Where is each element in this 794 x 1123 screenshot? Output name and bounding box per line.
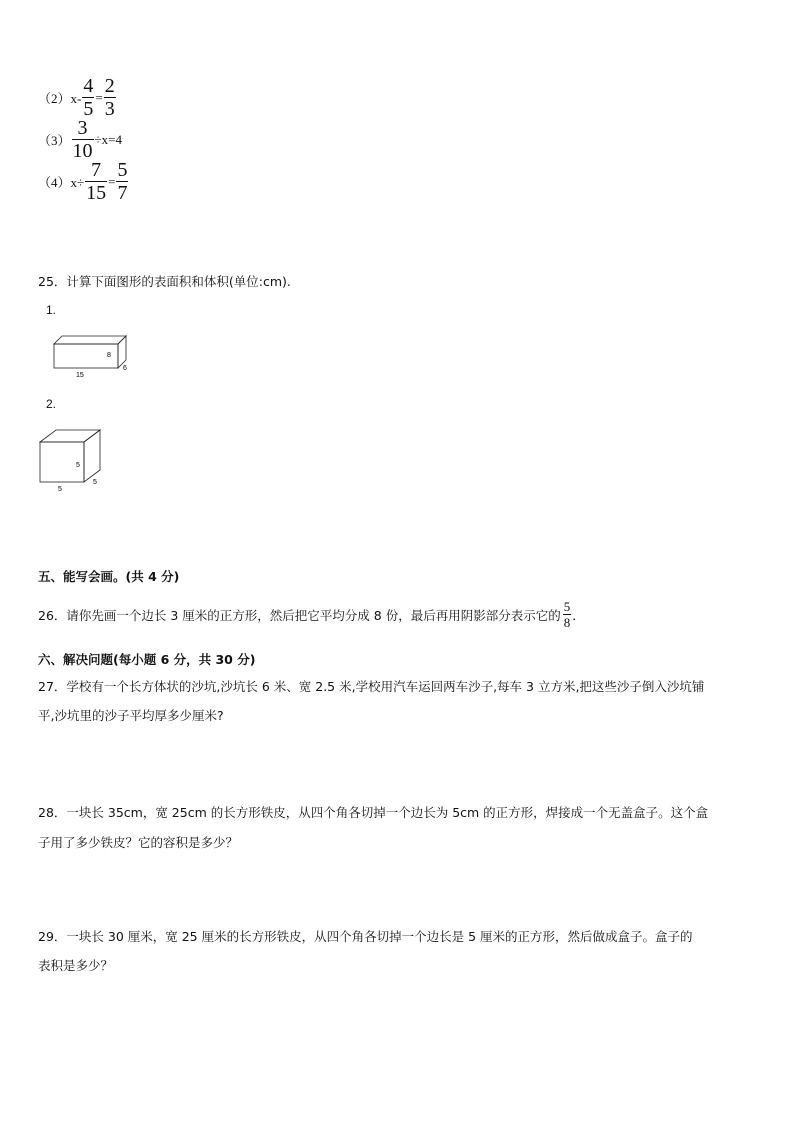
- equation-3: [38, 118, 122, 161]
- equation-4-fraction-2: [116, 160, 128, 203]
- figure-1-label: 1.: [46, 303, 57, 317]
- numerator: 5: [117, 159, 128, 181]
- equation-4: [38, 160, 129, 203]
- cuboid-figure: [50, 332, 140, 380]
- equation-4-fraction-1: [85, 160, 107, 203]
- equation-2: [38, 76, 117, 119]
- denominator: 3: [104, 98, 115, 120]
- equals-sign: =: [108, 173, 116, 189]
- cuboid-height-label: 8: [107, 352, 111, 359]
- section-5-title: 五、能写会画。(共 4 分): [38, 569, 180, 584]
- equation-2-fraction-1: [82, 76, 94, 119]
- equation-3-fraction: [72, 118, 94, 161]
- question-28-line-2: 子用了多少铁皮？它的容积是多少？: [38, 835, 239, 850]
- question-25-text: 25．计算下面图形的表面积和体积(单位:cm).: [38, 274, 291, 289]
- denominator: 15: [86, 182, 107, 204]
- equation-2-fraction-2: [104, 76, 116, 119]
- question-27-line-1: 27．学校有一个长方体状的沙坑,沙坑长 6 米、宽 2.5 米,学校用汽车运回两车沙子,每车 3 立方米,把这些沙子倒入沙坑铺: [38, 679, 705, 694]
- question-26: [38, 600, 585, 629]
- numerator: 2: [104, 75, 115, 97]
- cube-edge-label-c: 5: [93, 479, 97, 486]
- cube-figure: [36, 428, 106, 494]
- question-27-line-2: 平,沙坑里的沙子平均厚多少厘米?: [38, 708, 224, 723]
- denominator: 5: [83, 98, 94, 120]
- cuboid-length-label: 15: [76, 372, 84, 379]
- section-6-title: 六、解决问题(每小题 6 分，共 30 分): [38, 652, 256, 667]
- equation-3-suffix: ÷x=4: [94, 131, 122, 147]
- question-29-line-1: 29．一块长 30 厘米，宽 25 厘米的长方形铁皮，从四个角各切掉一个边长是 5 厘米的正方形，然后做成盒子。盒子的: [38, 929, 693, 944]
- numerator: 7: [91, 159, 102, 181]
- equation-2-prefix: （2）x-: [38, 91, 82, 106]
- denominator: 8: [563, 615, 571, 630]
- question-26-text: 26．请你先画一个边长 3 厘米的正方形，然后把它平均分成 8 份，最后再用阴影部分表示它的: [38, 607, 561, 623]
- question-26-end: ．: [572, 607, 585, 623]
- question-29-line-2: 表积是多少？: [38, 958, 114, 973]
- denominator: 7: [117, 182, 128, 204]
- denominator: 10: [72, 140, 93, 162]
- equation-4-prefix: （4）x÷: [38, 175, 85, 190]
- question-26-fraction: [563, 600, 572, 629]
- equation-3-prefix: （3）: [38, 133, 71, 148]
- cube-edge-label-b: 5: [58, 486, 62, 493]
- cube-edge-label-a: 5: [76, 462, 80, 469]
- numerator: 3: [77, 117, 88, 139]
- numerator: 4: [83, 75, 94, 97]
- numerator: 5: [563, 599, 571, 614]
- cuboid-width-label: 6: [123, 365, 127, 372]
- question-28-line-1: 28．一块长 35cm，宽 25cm 的长方形铁皮，从四个角各切掉一个边长为 5cm 的正方形，焊接成一个无盖盒子。这个盒: [38, 805, 709, 820]
- equals-sign: =: [95, 89, 103, 105]
- figure-2-label: 2.: [46, 397, 57, 411]
